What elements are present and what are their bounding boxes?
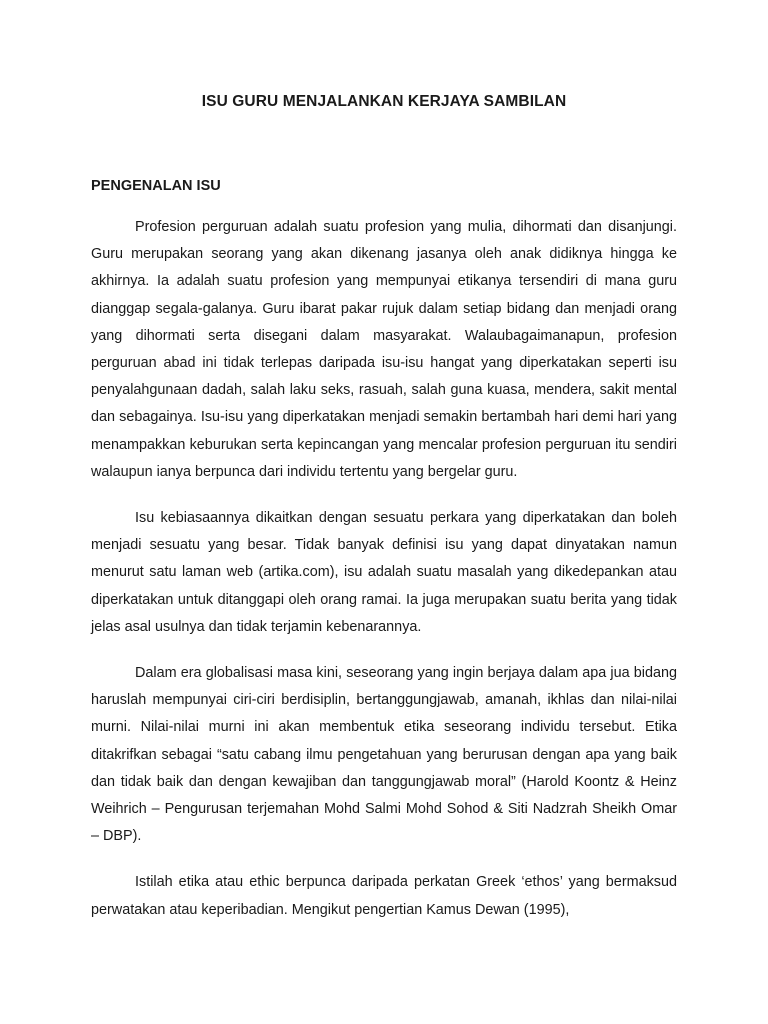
paragraph: Profesion perguruan adalah suatu profesion yang mulia, dihormati dan disanjungi. Guru merupakan seorang yang akan dikenang jasanya oleh anak didiknya hingga ke akhirnya. Ia adalah suatu profesion yang mempunyai etikanya tersendiri di mana guru dianggap segala-galanya. Guru ibarat pakar rujuk dalam setiap bidang dan menjadi orang yang dihormati serta disegani dalam masyarakat. Walaubagaimanapun, profesion perguruan abad ini tidak terlepas daripada isu-isu hangat yang diperkatakan seperti isu penyalahgunaan dadah, salah laku seks, rasuah, salah guna kuasa, mendera, sakit mental dan sebagainya. Isu-isu yang diperkatakan menjadi semakin bertambah hari demi hari yang menampakkan keburukan serta kepincangan yang mencalar profesion perguruan itu sendiri walaupun ianya berpunca dari individu tertentu yang bergelar guru. bbox=[91, 219, 677, 480]
document-body bbox=[91, 214, 677, 943]
document-title: ISU GURU MENJALANKAN KERJAYA SAMBILAN bbox=[201, 93, 567, 110]
paragraph: Dalam era globalisasi masa kini, seseorang yang ingin berjaya dalam apa jua bidang haruslah mempunyai ciri-ciri berdisiplin, bertanggungjawab, amanah, ikhlas dan nilai-nilai murni. Nilai-nilai murni ini akan membentuk etika seseorang individu tersebut. Etika ditakrifkan sebagai “satu cabang ilmu pengetahuan yang berurusan dengan apa yang baik dan tidak baik dan dengan kewajiban dan tanggungjawab moral” (Harold Koontz & Heinz Weihrich – Pengurusan terjemahan Mohd Salmi Mohd Sohod & Siti Nadzrah Sheikh Omar – DBP). bbox=[91, 665, 677, 845]
paragraph: Isu kebiasaannya dikaitkan dengan sesuatu perkara yang diperkatakan dan boleh menjadi sesuatu yang besar. Tidak banyak definisi isu yang dapat dinyatakan namun menurut satu laman web (artika.com), isu adalah suatu masalah yang dikedepankan atau diperkatakan untuk ditanggapi oleh orang ramai. Ia juga merupakan suatu berita yang tidak jelas asal usulnya dan tidak terjamin kebenarannya. bbox=[91, 510, 677, 635]
section-heading: PENGENALAN ISU bbox=[91, 178, 221, 194]
paragraph: Istilah etika atau ethic berpunca daripada perkatan Greek ‘ethos’ yang bermaksud perwatakan atau keperibadian. Mengikut pengertian Kamus Dewan (1995), bbox=[91, 874, 677, 918]
